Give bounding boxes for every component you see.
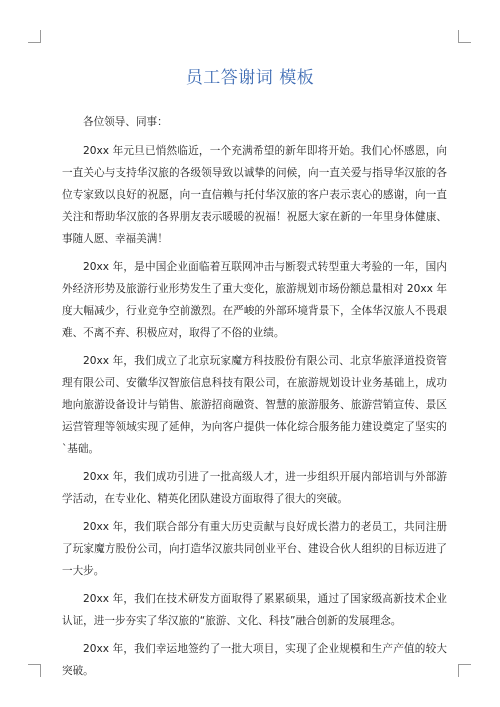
paragraph-3: 20xx 年，我们成立了北京玩家魔方科技股份有限公司、北京华旅泽道投资管理有限公司、安徽华汉智旅信息科技有限公司，在旅游规划设计业务基础上，成功地向旅游设备设计与销售、旅游招商融资、智慧的旅游服务、旅游营销宣传、景区运营管理等领域实现了延伸，为向客户提供一体化综合服务能力建设奠定了坚实的`基础。 xyxy=(62,355,447,455)
document-body xyxy=(62,111,447,688)
crop-mark-bottom-left xyxy=(28,664,41,677)
document-title: 员工答谢词 模板 xyxy=(185,68,315,88)
paragraph-5: 20xx 年，我们联合部分有重大历史贡献与良好成长潜力的老员工，共同注册了玩家魔方股份公司，向打造华汉旅共同创业平台、建设合伙人组织的目标迈进了一大步。 xyxy=(62,521,447,577)
paragraph-6: 20xx 年，我们在技术研发方面取得了累累硕果，通过了国家级高新技术企业认证，进一步夯实了华汉旅的“旅游、文化、科技”融合创新的发展理念。 xyxy=(62,593,447,627)
crop-mark-top-left xyxy=(28,30,41,43)
paragraph-2: 20xx 年，是中国企业面临着互联网冲击与断裂式转型重大考验的一年，国内外经济形势及旅游行业形势发生了重大变化，旅游规划市场份额总量相对 20xx 年度大幅减少，行业竞争空前激烈。在严峻的外部环境背景下，全体华汉旅人不畏艰难、不离不弃、积极应对，取得了不俗的业绩。 xyxy=(62,261,447,339)
crop-mark-bottom-right xyxy=(458,664,471,677)
crop-mark-top-right xyxy=(458,30,471,43)
paragraph-4: 20xx 年，我们成功引进了一批高级人才，进一步组织开展内部培训与外部游学活动，在专业化、精英化团队建设方面取得了很大的突破。 xyxy=(62,471,447,505)
paragraph-7: 20xx 年，我们幸运地签约了一批大项目，实现了企业规模和生产产值的较大突破。 xyxy=(62,643,447,677)
greeting: 各位领导、同事： xyxy=(83,116,168,128)
paragraph-1: 20xx 年元旦已悄然临近，一个充满希望的新年即将开始。我们心怀感恩，向一直关心与支持华汉旅的各级领导致以诚挚的问候，向一直关爱与指导华汉旅的各位专家致以良好的祝愿，向一直信赖与托付华汉旅的客户表示衷心的感谢，向一直关注和帮助华汉旅的各界朋友表示暖暖的祝福！祝愿大家在新的一年里身体健康、事随人愿、幸福美满！ xyxy=(62,145,447,245)
